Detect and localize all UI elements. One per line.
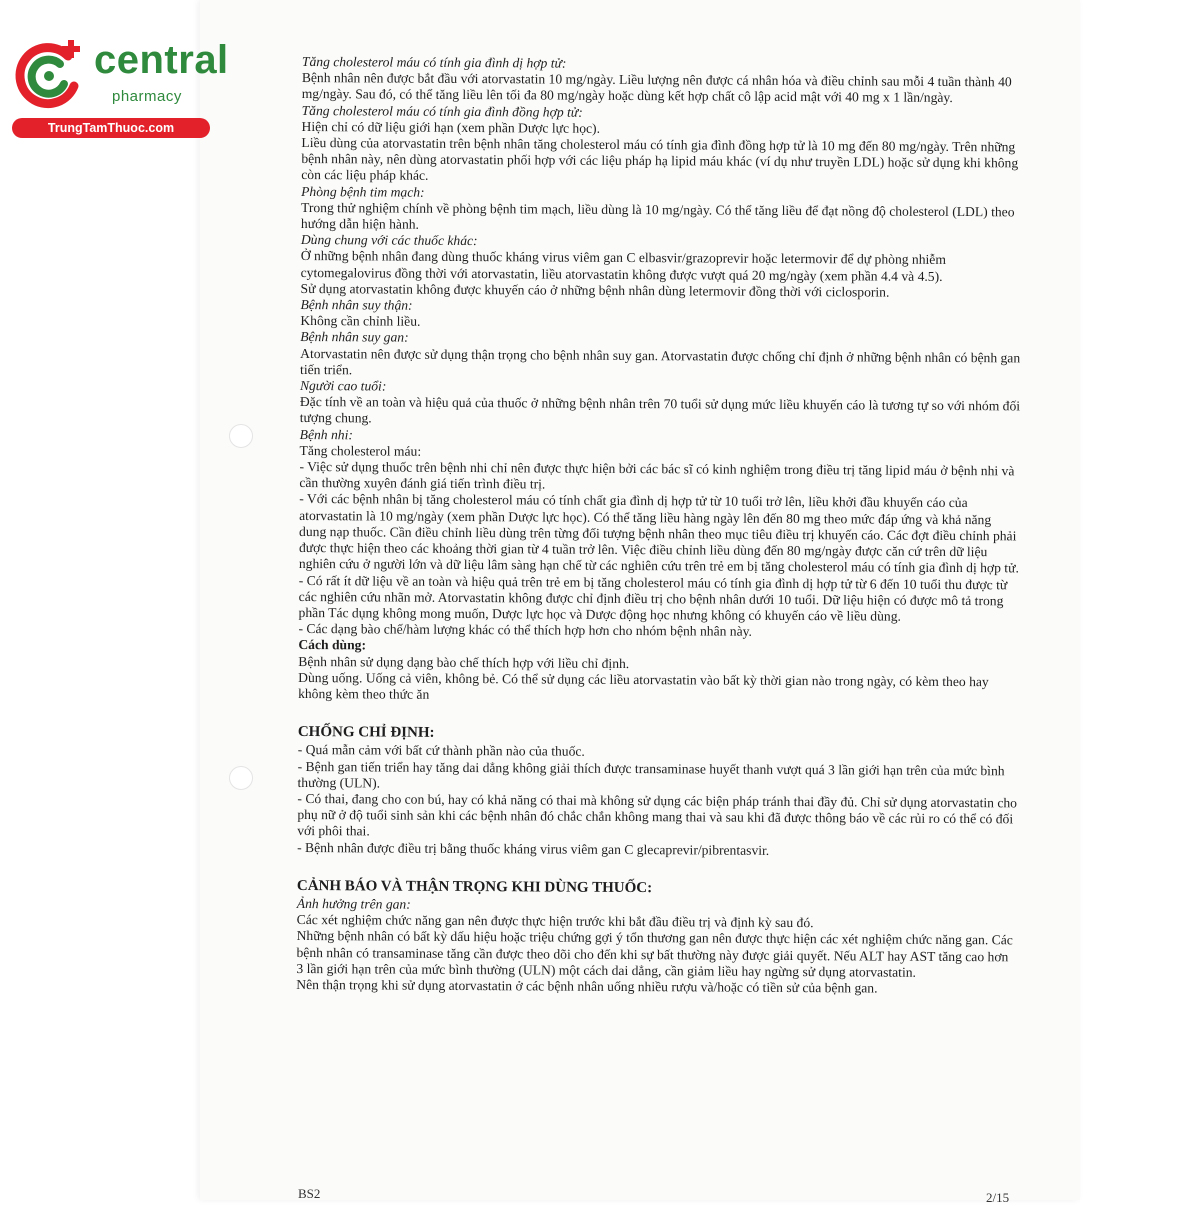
subheading: Người cao tuổi:: [299, 378, 387, 394]
subheading: Ảnh hưởng trên gan:: [296, 895, 411, 912]
punch-hole: [229, 766, 253, 790]
subheading: Dùng chung với các thuốc khác:: [300, 232, 478, 249]
paragraph: Hiện chỉ có dữ liệu giới hạn (xem phần Dược lực học).: [301, 118, 601, 136]
pharmacy-cross-logo-icon: [12, 38, 88, 114]
paragraph: - Có rất ít dữ liệu về an toàn và hiệu quả trên trẻ em bị tăng cholesterol máu có tính gia đình dị hợp tử từ 6 đến 10 tuổi thu được từ các nghiên cứu nhãn mở. Atorvastatin không được chỉ định điều trị cho bệnh nhân dưới 10 tuổi. Dữ liệu hiện có được mô tả trong phần Tác dụng không mong muốn, Dược lực học và Dược động học nhưng không có khuyến cáo về liều dùng.: [298, 572, 1008, 624]
punch-hole: [229, 424, 253, 448]
paragraph: Ở những bệnh nhân đang dùng thuốc kháng virus viêm gan C elbasvir/grazoprevir hoặc letermovir để dự phòng nhiễm cytomegalovirus đồng thời với atorvastatin, liều atorvastatin không được vượt quá 20 mg/ngày (xem phần 4.4 và 4.5).: [300, 248, 946, 284]
paragraph: Sử dụng atorvastatin không được khuyến cáo ở những bệnh nhân dùng letermovir đồng thời với ciclosporin.: [300, 280, 890, 300]
section-heading: CHỐNG CHỈ ĐỊNH:: [297, 724, 435, 741]
footer-code: BS2: [298, 1186, 321, 1201]
paragraph: - Bệnh gan tiến triển hay tăng dai dẳng không giải thích được transaminase huyết thanh vượt quá 3 lần giới hạn trên của mức bình thường (ULN).: [297, 758, 1005, 791]
section-heading: CẢNH BÁO VÀ THẬN TRỌNG KHI DÙNG THUỐC:: [296, 877, 653, 896]
paragraph: Bệnh nhân nên được bắt đầu với atorvastatin 10 mg/ngày. Liều lượng nên được cá nhân hóa và điều chỉnh sau mỗi 4 tuần thành 40 mg/ngày. Sau đó, có thể tăng liều lên tối đa 80 mg/ngày hoặc dùng kết hợp chất cô lập acid mật với 40 mg x 1 lần/ngày.: [301, 70, 1012, 106]
section-label: Cách dùng:: [298, 637, 367, 653]
paragraph: Những bệnh nhân có bất kỳ dấu hiệu hoặc triệu chứng gợi ý tổn thương gan nên được thực hiện các xét nghiệm chức năng gan. Các bệnh nhân có transaminase tăng cần được theo dõi cho đến khi sự bất thường này được giải quyết. Nếu ALT hay AST tăng cao hơn 3 lần giới hạn trên của mức bình thường (ULN) một cách dai dẳng, cần giảm liều hay ngừng sử dụng atorvastatin.: [296, 928, 1013, 980]
paragraph: - Bệnh nhân được điều trị bằng thuốc kháng virus viêm gan C glecaprevir/pibrentasvir.: [297, 839, 770, 858]
paragraph: - Các dạng bào chế/hàm lượng khác có thể thích hợp hơn cho nhóm bệnh nhân này.: [298, 621, 753, 639]
page-number: 2/15: [986, 1190, 1010, 1205]
paragraph: - Quá mẫn cảm với bất cứ thành phần nào của thuốc.: [297, 742, 585, 760]
paragraph: - Có thai, đang cho con bú, hay có khả năng có thai mà không sử dụng các biện pháp tránh thai đầy đủ. Chỉ sử dụng atorvastatin cho phụ nữ ở độ tuổi sinh sản khi các bệnh nhân đó chắc chắn không mang thai và sau khi đã được thông báo về các rủi ro có thể có đối với phôi thai.: [297, 790, 1018, 839]
paragraph: Nên thận trọng khi sử dụng atorvastatin ở các bệnh nhân uống nhiều rượu và/hoặc có tiền sử của bệnh gan.: [296, 976, 878, 996]
document-body: [296, 54, 1024, 998]
subheading: Bệnh nhi:: [299, 426, 353, 442]
paragraph: Liều dùng của atorvastatin trên bệnh nhân tăng cholesterol máu có tính gia đình đồng hợp tử là 10 mg đến 80 mg/ngày. Trên những bệnh nhân này, nên dùng atorvastatin phối hợp với các liệu pháp hạ lipid máu khác (ví dụ như truyền LDL) hoặc sử dụng khi không còn các liệu pháp khác.: [301, 135, 1019, 184]
logo-name: central: [94, 38, 229, 82]
central-pharmacy-logo: [8, 36, 229, 140]
paragraph: Atorvastatin nên được sử dụng thận trọng cho bệnh nhân suy gan. Atorvastatin được chống chỉ định ở những bệnh nhân có bệnh gan tiến triển.: [300, 345, 1021, 378]
paragraph: Không cần chỉnh liều.: [300, 313, 421, 329]
paragraph: Trong thử nghiệm chính về phòng bệnh tim mạch, liều dùng là 10 mg/ngày. Có thể tăng liều để đạt nồng độ cholesterol (LDL) theo hướng dẫn hiện hành.: [300, 199, 1015, 232]
paragraph: - Việc sử dụng thuốc trên bệnh nhi chỉ nên được thực hiện bởi các bác sĩ có kinh nghiệm trong điều trị tăng lipid máu ở bệnh nhi và cần thường xuyên đánh giá tiến trình điều trị.: [299, 459, 1015, 492]
paragraph: Bệnh nhân sử dụng dạng bào chế thích hợp với liều chỉ định.: [298, 653, 630, 671]
paragraph: Các xét nghiệm chức năng gan nên được thực hiện trước khi bắt đầu điều trị và định kỳ sau đó.: [296, 912, 814, 931]
logo-subtitle: pharmacy: [112, 88, 182, 105]
subheading: Bệnh nhân suy gan:: [300, 329, 409, 346]
subheading: Tăng cholesterol máu có tính gia đình đồng hợp tử:: [301, 102, 583, 120]
subheading: Tăng cholesterol máu có tính gia đình dị hợp tử:: [301, 54, 567, 71]
subheading: Phòng bệnh tim mạch:: [301, 183, 425, 200]
paragraph: Tăng cholesterol máu:: [299, 442, 422, 459]
logo-url-badge: TrungTamThuoc.com: [12, 118, 210, 138]
paragraph: - Với các bệnh nhân bị tăng cholesterol máu có tính chất gia đình dị hợp tử từ 10 tuổi trở lên, liều khởi đầu khuyến cáo của atorvastatin là 10 mg/ngày (xem phần Dược lực học). Có thể tăng liều hàng ngày lên đến 80 mg theo mức đáp ứng và khả năng dung nạp thuốc. Cần điều chỉnh liều dùng trên từng đối tượng bệnh nhân theo mục tiêu điều trị khuyến cáo. Các đợt điều chỉnh phải được thực hiện theo các khoảng thời gian từ 4 tuần trở lên. Việc điều chỉnh liều dùng đến 80 mg/ngày được căn cứ trên dữ liệu nghiên cứu ở người lớn và dữ liệu lâm sàng hạn chế từ các nghiên cứu trên trẻ em bị tăng cholesterol máu có tính gia đình dị hợp tử.: [298, 491, 1019, 576]
subheading: Bệnh nhân suy thận:: [300, 297, 413, 313]
paragraph: Dùng uống. Uống cả viên, không bẻ. Có thể sử dụng các liều atorvastatin vào bất kỳ thời gian nào trong ngày, có kèm theo hay không kèm theo thức ăn: [298, 669, 989, 702]
paragraph: Đặc tính về an toàn và hiệu quả của thuốc ở những bệnh nhân trên 70 tuổi sử dụng mức liều khuyến cáo là tương tự so với nhóm đối tượng chung.: [299, 394, 1021, 426]
